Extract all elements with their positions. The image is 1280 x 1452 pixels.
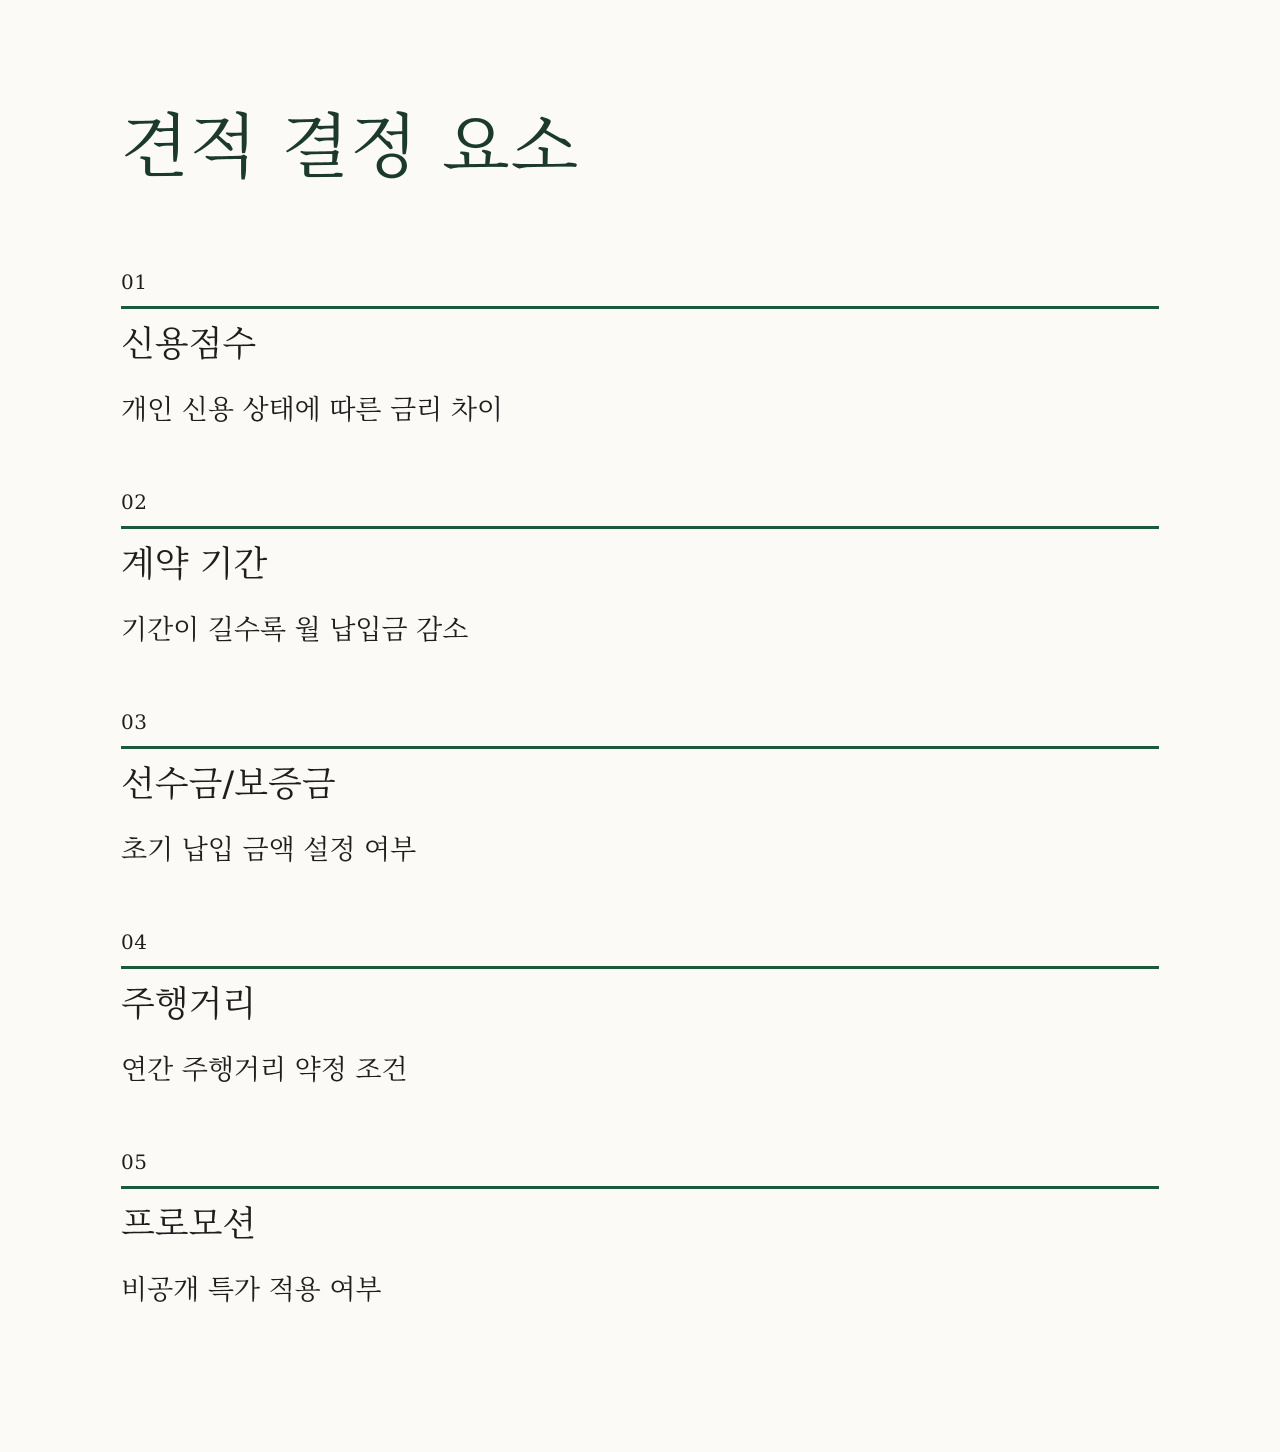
factor-item-deposit bbox=[121, 712, 1159, 892]
factor-item-promotion bbox=[121, 1152, 1159, 1332]
factor-number: 04 bbox=[121, 930, 148, 954]
factor-divider bbox=[121, 1186, 1159, 1189]
page-title: 견적 결정 요소 bbox=[121, 106, 580, 188]
factor-title: 프로모션 bbox=[121, 1205, 257, 1245]
factor-description: 연간 주행거리 약정 조건 bbox=[121, 1055, 408, 1086]
factor-number: 01 bbox=[121, 270, 148, 294]
factor-item-credit-score bbox=[121, 272, 1159, 452]
factor-description: 초기 납입 금액 설정 여부 bbox=[121, 835, 417, 866]
factor-item-contract-period bbox=[121, 492, 1159, 672]
factor-title: 신용점수 bbox=[121, 325, 257, 365]
factor-description: 비공개 특가 적용 여부 bbox=[121, 1275, 382, 1306]
factor-description: 기간이 길수록 월 납입금 감소 bbox=[121, 615, 469, 646]
factor-title: 계약 기간 bbox=[121, 545, 268, 585]
factor-number: 03 bbox=[121, 710, 148, 734]
factor-item-mileage bbox=[121, 932, 1159, 1112]
factor-divider bbox=[121, 306, 1159, 309]
factor-number: 05 bbox=[121, 1150, 148, 1174]
factor-divider bbox=[121, 526, 1159, 529]
factor-description: 개인 신용 상태에 따른 금리 차이 bbox=[121, 395, 503, 426]
factor-title: 주행거리 bbox=[121, 985, 257, 1025]
factor-divider bbox=[121, 746, 1159, 749]
factor-title: 선수금/보증금 bbox=[121, 765, 336, 805]
factor-number: 02 bbox=[121, 490, 148, 514]
factor-divider bbox=[121, 966, 1159, 969]
